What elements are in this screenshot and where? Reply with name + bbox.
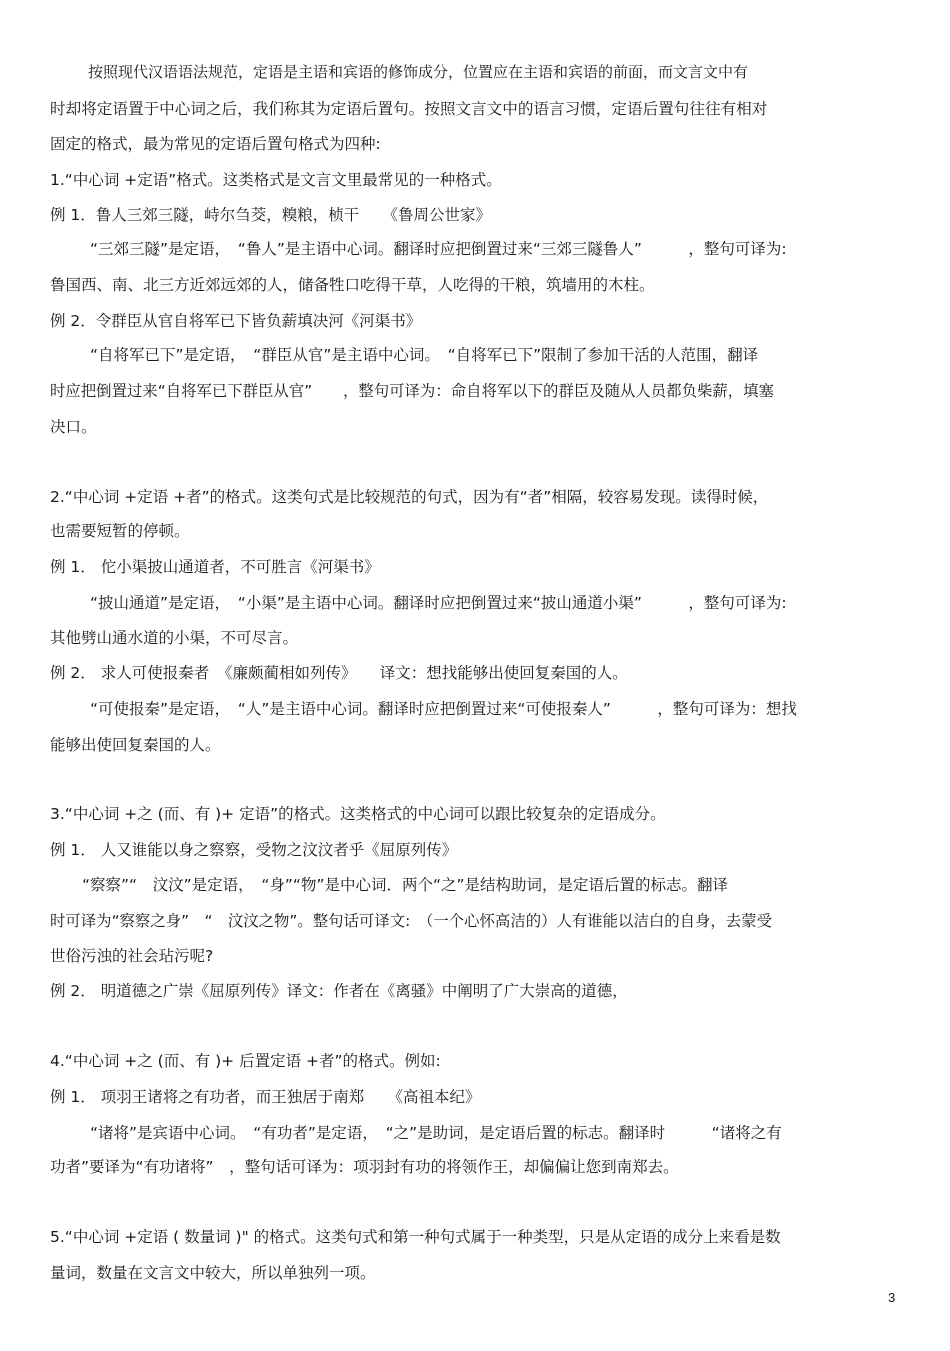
paragraph-intro-line-3: 固定的格式，最为常见的定语后置句格式为四种: [50,135,381,153]
explanation-3-1-line-2: 时可译为“察察之身” “ 汶汶之物”。整句话可译文: （一个心怀高洁的）人有谁能以洁白的自身，去蒙受 [50,912,772,930]
explanation-2-2-line-2: 能够出使回复秦国的人。 [50,736,221,754]
example-3-1: 例 1． 人又谁能以身之察察，受物之汶汶者乎《屈原列传》 [50,841,458,859]
explanation-3-1-line-3: 世俗污浊的社会玷污呢? [50,947,214,965]
section-heading-1: 1.“中心词 +定语”格式。这类格式是文言文里最常见的一种格式。 [50,171,502,189]
section-heading-2-line-2: 也需要短暂的停顿。 [50,522,190,540]
explanation-1-1-line-2: 鲁国西、南、北三方近郊远郊的人，储备牲口吃得干草，人吃得的干粮，筑墙用的木柱。 [50,276,655,294]
section-heading-5-line-2: 量词，数量在文言文中较大，所以单独列一项。 [50,1264,376,1282]
explanation-1-2-line-3: 决口。 [50,418,97,436]
explanation-3-1-line-1: “察察”“ 汶汶”是定语， “身”“物”是中心词．两个“之”是结构助词，是定语后置的标志。翻译 [82,876,729,894]
explanation-1-2-line-1: “自将军已下”是定语， “群臣从官”是主语中心词。 “自将军已下”限制了参加干活的人范围，翻译 [90,346,759,364]
paragraph-intro-line-2: 时却将定语置于中心词之后，我们称其为定语后置句。按照文言文中的语言习惯，定语后置句往往有相对 [50,100,768,118]
example-1-1: 例 1．鲁人三郊三隧，峙尔刍茭，糗粮，桢干 《鲁周公世家》 [50,206,492,224]
example-4-1: 例 1． 项羽王诸将之有功者，而王独居于南郑 《高祖本纪》 [50,1088,481,1106]
section-heading-2-line-1: 2.“中心词 +定语 +者”的格式。这类句式是比较规范的句式，因为有“者”相隔，较容易发现。读得时候， [50,488,769,506]
example-2-2: 例 2． 求人可使报秦者 《廉颇蔺相如列传》 译文：想找能够出使回复秦国的人。 [50,664,628,682]
explanation-2-2-line-1: “可使报秦”是定语， “人”是主语中心词。翻译时应把倒置过来“可使报秦人” ，整句可译为：想找 [90,700,797,718]
explanation-1-1-line-1: “三郊三隧”是定语， “鲁人”是主语中心词。翻译时应把倒置过来“三郊三隧鲁人” ，整句可译为: [90,240,787,258]
page-number: 3 [888,1290,896,1305]
example-2-1: 例 1． 佗小渠披山通道者，不可胜言《河渠书》 [50,558,380,576]
explanation-1-2-line-2: 时应把倒置过来“自将军已下群臣从官” ，整句可译为：命自将军以下的群臣及随从人员都负柴薪，填塞 [50,382,774,400]
section-heading-5-line-1: 5.“中心词 +定语 ( 数量词 )" 的格式。这类句式和第一种句式属于一种类型，只是从定语的成分上来看是数 [50,1228,781,1246]
explanation-2-1-line-2: 其他劈山通水道的小渠，不可尽言。 [50,629,299,647]
section-heading-3: 3.“中心词 +之 (而、有 )+ 定语”的格式。这类格式的中心词可以跟比较复杂的定语成分。 [50,805,666,823]
paragraph-intro-line-1: 按照现代汉语语法规范，定语是主语和宾语的修饰成分，位置应在主语和宾语的前面，而文言文中有 [88,63,749,81]
explanation-4-1-line-1: “诸将”是宾语中心词。 “有功者”是定语， “之”是助词，是定语后置的标志。翻译时 “诸将之有 [90,1124,782,1142]
explanation-2-1-line-1: “披山通道”是定语， “小渠”是主语中心词。翻译时应把倒置过来“披山通道小渠” ，整句可译为: [90,594,787,612]
explanation-4-1-line-2: 功者”要译为“有功诸将” ，整句话可译为：项羽封有功的将领作王，却偏偏让您到南郑去。 [50,1158,679,1176]
example-3-2: 例 2． 明道德之广崇《屈原列传》译文：作者在《离骚》中阐明了广大崇高的道德， [50,982,628,1000]
example-1-2: 例 2．令群臣从官自将军已下皆负薪填决河《河渠书》 [50,312,422,330]
section-heading-4: 4.“中心词 +之 (而、有 )+ 后置定语 +者”的格式。例如: [50,1052,441,1070]
